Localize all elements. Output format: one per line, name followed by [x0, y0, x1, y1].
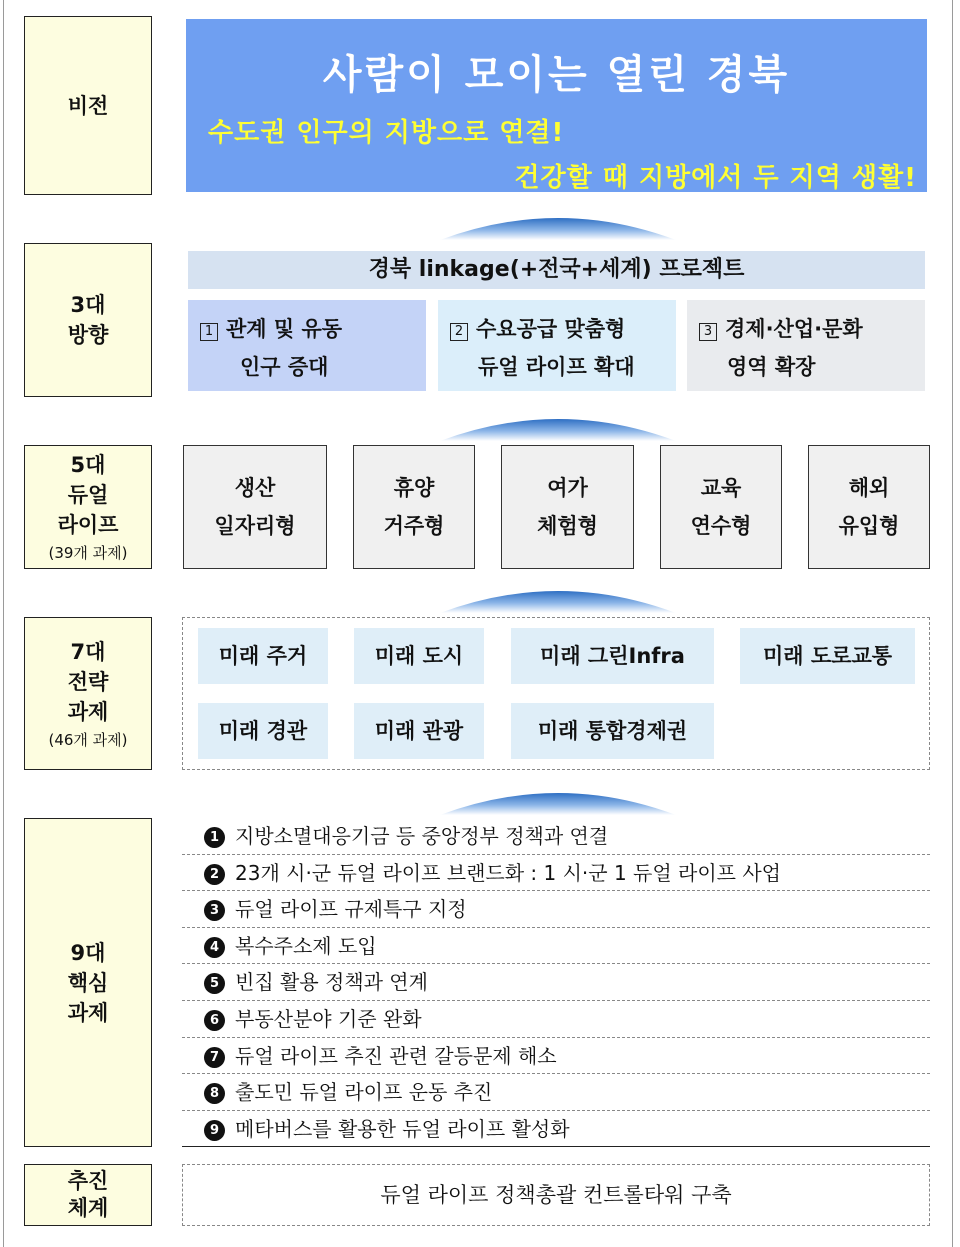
number-2-icon: 2 [204, 864, 225, 885]
vision-title: 사람이 모이는 열린 경북 [322, 52, 791, 98]
number-5-icon: 5 [204, 973, 225, 994]
label-core [24, 818, 152, 1147]
number-9-icon: 9 [204, 1120, 225, 1141]
dual-life-type-5-line2: 유입형 [838, 514, 900, 538]
dual-life-type-3-line2: 체험형 [537, 514, 598, 538]
label-core-line2: 핵심 [67, 970, 109, 995]
number-4-icon: 4 [204, 937, 225, 958]
core-task-8-text: 출도민 듀얼 라이프 운동 추진 [235, 1080, 493, 1105]
direction-item-3 [687, 300, 925, 391]
label-direction-line1: 3대 [70, 293, 106, 317]
direction-number-1: 1 [200, 323, 218, 341]
label-dual-life-line2: 듀얼 [67, 483, 109, 507]
dual-life-type-2-line1: 휴양 [393, 476, 435, 500]
vision-slogan-2: 건강할 때 지방에서 두 지역 생활! [514, 163, 917, 193]
label-implementation [24, 1164, 152, 1226]
strategy-1: 미래 주거 [198, 628, 328, 684]
direction-item-3-line1: 경제·산업·문화 [725, 317, 863, 341]
number-6-icon: 6 [204, 1010, 225, 1031]
core-task-5 [182, 964, 930, 1001]
frame-right-border [952, 0, 953, 1247]
label-strategy [24, 617, 152, 770]
label-direction-line2: 방향 [67, 323, 109, 347]
core-task-6-text: 부동산분야 기준 완화 [235, 1006, 422, 1031]
dual-life-type-2 [353, 445, 475, 569]
number-7-icon: 7 [204, 1047, 225, 1068]
dual-life-type-5 [808, 445, 930, 569]
dual-life-type-3-line1: 여가 [547, 476, 588, 500]
core-task-3 [182, 891, 930, 928]
number-8-icon: 8 [204, 1083, 225, 1104]
strategy-5: 미래 경관 [198, 703, 328, 759]
strategy-2: 미래 도시 [354, 628, 484, 684]
core-task-7-text: 듀얼 라이프 추진 관련 갈등문제 해소 [235, 1043, 557, 1068]
label-dual-life-line1: 5대 [70, 453, 106, 477]
frame-left-border [3, 0, 4, 1247]
core-task-4-text: 복수주소제 도입 [235, 933, 377, 958]
label-core-line1: 9대 [70, 940, 106, 965]
direction-number-2: 2 [450, 323, 468, 341]
core-task-9-text: 메타버스를 활용한 듀얼 라이프 활성화 [235, 1116, 570, 1141]
label-strategy-line2: 전략 [67, 669, 109, 694]
direction-item-2 [438, 300, 676, 391]
implementation-box: 듀얼 라이프 정책총괄 컨트롤타워 구축 [182, 1164, 930, 1226]
core-task-9 [182, 1111, 930, 1148]
label-direction [24, 243, 152, 397]
strategy-3: 미래 그린Infra [511, 628, 714, 684]
core-task-8 [182, 1074, 930, 1111]
dual-life-type-4 [660, 445, 782, 569]
core-task-7 [182, 1038, 930, 1075]
direction-item-1-line2: 인구 증대 [240, 355, 329, 379]
direction-item-3-line2: 영역 확장 [727, 355, 816, 379]
direction-number-3: 3 [699, 323, 717, 341]
direction-item-2-line2: 듀얼 라이프 확대 [478, 355, 635, 379]
dual-life-type-4-line2: 연수형 [690, 514, 752, 538]
number-3-icon: 3 [204, 900, 225, 921]
core-task-1-text: 지방소멸대응기금 등 중앙정부 정책과 연결 [235, 824, 609, 848]
label-dual-life [24, 445, 152, 569]
dual-life-type-3 [501, 445, 634, 569]
core-task-list [182, 818, 930, 1147]
label-implementation-line1: 추진 [67, 1169, 109, 1193]
dual-life-type-4-line1: 교육 [700, 476, 742, 500]
direction-item-2-line1: 수요공급 맞춤형 [476, 317, 626, 341]
core-task-2-text: 23개 시·군 듀얼 라이프 브랜드화 : 1 시·군 1 듀얼 라이프 사업 [235, 860, 782, 885]
strategy-4: 미래 도로교통 [740, 628, 915, 684]
up-arrow-4 [440, 775, 676, 815]
label-strategy-sub: (46개 과제) [48, 730, 128, 749]
core-task-3-text: 듀얼 라이프 규제특구 지정 [235, 897, 467, 922]
dual-life-type-1-line2: 일자리형 [214, 514, 296, 538]
label-vision-text: 비전 [67, 93, 109, 118]
direction-item-1 [188, 300, 426, 391]
up-arrow-1 [440, 200, 676, 240]
direction-item-1-line1: 관계 및 유동 [226, 317, 343, 341]
up-arrow-2 [440, 401, 676, 441]
dual-life-type-2-line2: 거주형 [383, 514, 445, 538]
up-arrow-3 [440, 573, 676, 613]
label-strategy-line1: 7대 [70, 639, 106, 664]
core-task-4 [182, 928, 930, 965]
label-vision [24, 16, 152, 195]
core-task-6 [182, 1001, 930, 1038]
vision-panel [186, 19, 927, 192]
core-task-2 [182, 855, 930, 892]
label-dual-life-sub: (39개 과제) [48, 544, 128, 562]
label-core-line3: 과제 [67, 1000, 109, 1025]
dual-life-type-1 [183, 445, 327, 569]
core-task-5-text: 빈집 활용 정책과 연계 [235, 970, 428, 995]
dual-life-type-1-line1: 생산 [234, 476, 276, 500]
direction-project-title: 경북 linkage(+전국+세계) 프로젝트 [188, 251, 925, 289]
label-strategy-line3: 과제 [67, 699, 109, 724]
strategy-7: 미래 통합경제권 [511, 703, 714, 759]
number-1-icon: 1 [204, 827, 225, 848]
core-task-1 [182, 818, 930, 855]
dual-life-type-5-line1: 해외 [848, 476, 890, 500]
label-dual-life-line3: 라이프 [57, 513, 119, 537]
strategy-6: 미래 관광 [354, 703, 484, 759]
vision-slogan-1: 수도권 인구의 지방으로 연결! [208, 118, 565, 148]
label-implementation-line2: 체계 [67, 1196, 109, 1220]
